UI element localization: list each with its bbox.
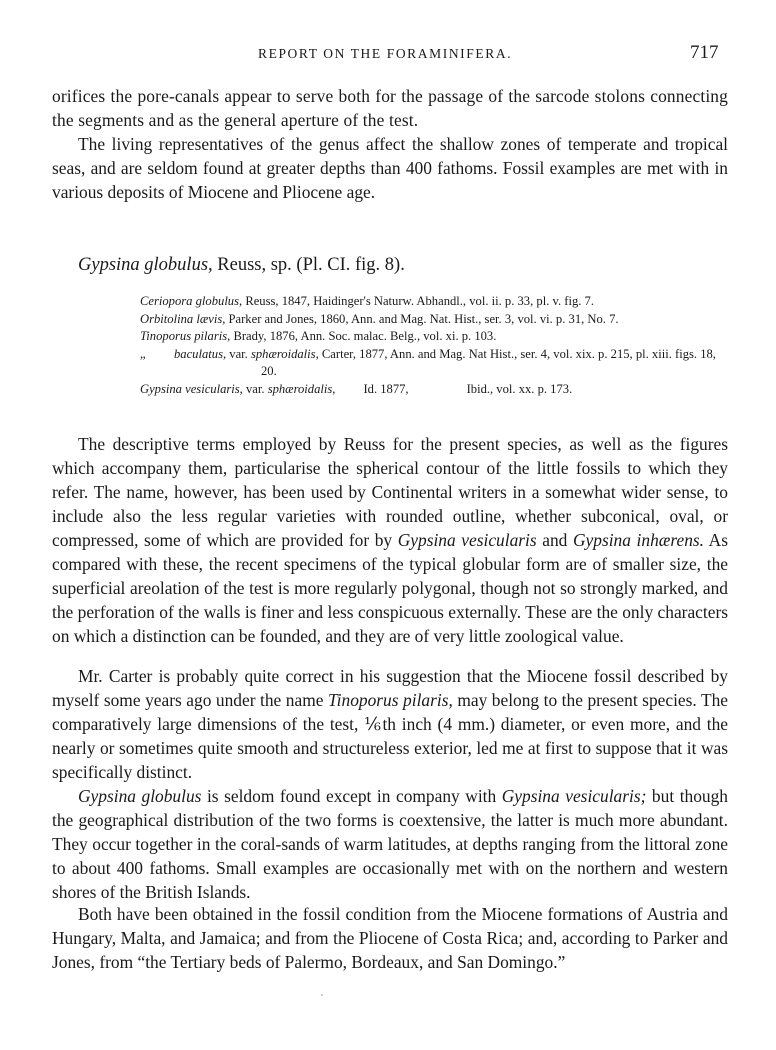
intro-paragraph-2	[52, 132, 728, 204]
body-text: and	[536, 530, 573, 550]
synonymy-list	[140, 293, 730, 398]
page-speck	[321, 994, 323, 996]
body-text: The descriptive terms employed by Reuss for the present species, as well as the figures which accompany them, particularise the spherical contour of the little fossils to which they refer. The name, however, has been used by Continental writers in a somewhat wider sense, to include also the less regular varieties with rounded outline, whether subconical, oval, or compressed, some of which are provided for by	[52, 434, 728, 550]
intro-paragraph-1: orifices the pore-canals appear to serve both for the passage of the sarcode stolons connecting the segments and as the general aperture of the test.	[52, 86, 728, 130]
intro-paragraph-2-text: The living representatives of the genus affect the shallow zones of temperate and tropical seas, and are seldom found at greater depths than 400 fathoms. Fossil examples are met with in various deposits of Miocene and Pliocene age.	[52, 134, 728, 202]
synonymy-entry	[140, 381, 730, 399]
body-italic: Tinoporus pilaris,	[327, 690, 453, 710]
species-name: Gypsina globulus,	[78, 255, 213, 275]
synonym-taxon: Gypsina vesicularis,	[140, 381, 243, 396]
body-text: Both have been obtained in the fossil condition from the Miocene formations of Austria and Hungary, Malta, and Jamaica; and from the Pliocene of Costa Rica; and, according to Parker and Jones, from “the Tertiary beds of Palermo, Bordeaux, and San Domingo.”	[52, 904, 728, 972]
synonym-taxon: Tinoporus pilaris,	[140, 329, 231, 343]
body-text: may belong to the present species. The comparatively large dimensions of the test,	[52, 690, 728, 734]
page-number: 717	[690, 42, 719, 63]
running-head: REPORT ON THE FORAMINIFERA.	[258, 46, 513, 61]
synonym-reference: Id. 1877,	[363, 381, 409, 396]
synonym-taxon: Ceriopora globulus,	[140, 294, 243, 308]
body-text: Mr. Carter is probably quite correct in his suggestion that the Miocene fossil described by myself some years ago under the name	[52, 666, 728, 710]
body-italic: Gypsina vesicularis;	[501, 786, 647, 806]
page-header	[0, 42, 776, 68]
ditto-mark: „	[140, 346, 146, 361]
synonym-var-label: var.	[242, 381, 268, 396]
body-paragraph-4	[52, 902, 728, 974]
synonym-reference: Carter, 1877, Ann. and Mag. Nat Hist., ser. 4, vol. xix. p. 215, pl. xiii. figs. 18, 20.	[261, 346, 716, 378]
fraction: ⅙th	[364, 714, 396, 734]
body-text: but though the geographical distribution of the two forms is coextensive, the latter is much more abundant. They occur together in the coral-sands of warm latitudes, at depths ranging from the littoral zone to about 400 fathoms. Small examples are occasionally met with on the northern and western shores of the British Islands.	[52, 786, 729, 902]
synonymy-entry	[140, 293, 730, 311]
synonym-variety: sphæroidalis,	[267, 381, 336, 396]
synonym-reference: Parker and Jones, 1860, Ann. and Mag. Nat. Hist., ser. 3, vol. vi. p. 31, No. 7.	[225, 311, 619, 326]
body-text: is seldom found except in company with	[201, 786, 502, 806]
body-paragraph-1	[52, 432, 728, 648]
synonym-var-label: var.	[226, 346, 251, 361]
body-italic: Gypsina globulus	[78, 786, 202, 806]
synonym-reference: Brady, 1876, Ann. Soc. malac. Belg., vol. xi. p. 103.	[230, 329, 497, 343]
body-paragraph-2	[52, 664, 728, 784]
body-paragraph-3	[52, 784, 728, 904]
synonymy-entry	[140, 346, 730, 381]
synonym-reference: Ibid., vol. xx. p. 173.	[466, 381, 573, 396]
body-italic: Gypsina vesicularis	[397, 530, 537, 550]
synonym-taxon: Orbitolina lævis,	[140, 311, 226, 326]
body-italic: Gypsina inhærens.	[572, 530, 705, 550]
body-text: As compared with these, the recent specimens of the typical globular form are of smaller size, the superficial areolation of the test is more regularly polygonal, though not so strongly marked, and the perforation of the walls is finer and less conspicuous externally. These are the only characters on which a distinction can be founded, and they are of very little zoological value.	[52, 530, 728, 646]
synonymy-entry	[140, 328, 730, 346]
synonym-variety: sphæroidalis,	[250, 346, 319, 361]
species-author: Reuss, sp. (Pl. CI. fig. 8).	[212, 255, 405, 275]
synonym-reference: Reuss, 1847, Haidinger's Naturw. Abhandl., vol. ii. p. 33, pl. v. fig. 7.	[242, 294, 595, 308]
synonymy-entry	[140, 311, 730, 329]
species-heading	[78, 255, 405, 276]
body-text: inch (4 mm.) diameter, or even more, and the nearly or sometimes quite smooth and structureless exterior, led me at first to suppose that it was specifically distinct.	[52, 714, 729, 782]
synonym-taxon: baculatus,	[174, 346, 227, 361]
